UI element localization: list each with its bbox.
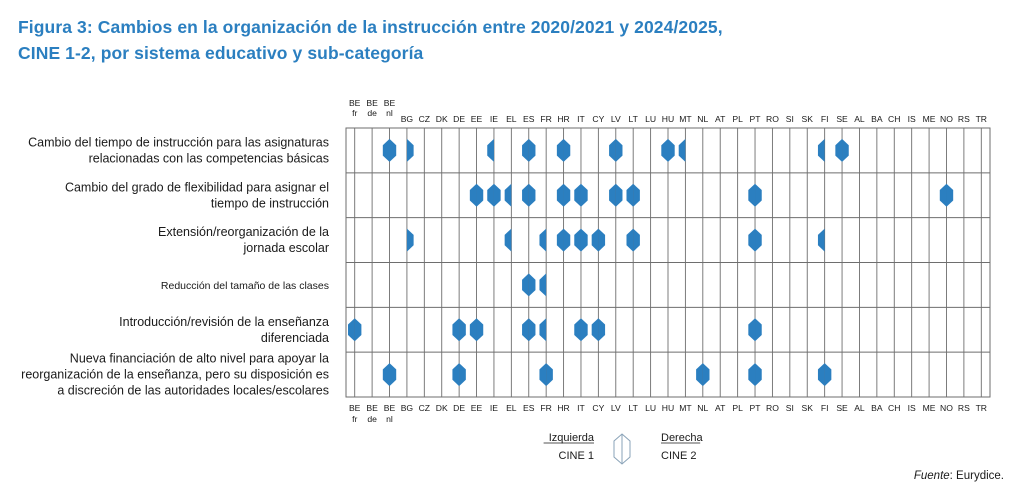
mark-cine1 [487, 184, 494, 207]
mark-cine2 [755, 229, 762, 252]
legend-left-title: Izquierda [548, 432, 594, 444]
mark-cine1 [452, 318, 459, 341]
column-label-bottom: LV [610, 403, 621, 413]
mark-cine2 [477, 318, 484, 341]
mark-cine2 [546, 363, 553, 386]
mark-cine2 [616, 139, 623, 162]
mark-cine1 [452, 363, 459, 386]
legend-left-label: CINE 1 [558, 450, 594, 462]
column-label-bottom: FR [540, 403, 552, 413]
mark-cine2 [529, 184, 536, 207]
mark-cine1 [748, 318, 755, 341]
column-label-bottom: de [367, 414, 377, 424]
column-label-bottom: SK [801, 403, 813, 413]
column-label-top: LT [628, 114, 638, 124]
column-label-bottom: MT [679, 403, 692, 413]
column-label-bottom: BA [871, 403, 883, 413]
row-label: diferenciada [260, 330, 329, 345]
row-label: Nueva financiación de alto nivel para apoyar la [69, 351, 329, 366]
column-label-top: CY [592, 114, 605, 124]
mark-cine2 [755, 318, 762, 341]
mark-cine1 [574, 318, 581, 341]
column-label-top: PT [749, 114, 761, 124]
column-label-top: BA [871, 114, 883, 124]
mark-cine2 [459, 318, 466, 341]
column-label-bottom: ES [523, 403, 535, 413]
mark-cine2 [825, 363, 832, 386]
mark-cine2 [407, 139, 414, 162]
row-label: jornada escolar [243, 241, 329, 256]
mark-cine1 [940, 184, 947, 207]
column-label-top: CH [888, 114, 901, 124]
mark-cine2 [529, 139, 536, 162]
legend-right-label: CINE 2 [661, 450, 697, 462]
mark-cine2 [459, 363, 466, 386]
column-label-bottom: DE [453, 403, 466, 413]
mark-cine2 [564, 184, 571, 207]
column-label-bottom: LT [628, 403, 638, 413]
mark-cine2 [755, 184, 762, 207]
column-label-bottom: HR [557, 403, 570, 413]
column-label-top: DE [453, 114, 466, 124]
source-note [914, 470, 1004, 482]
mark-cine2 [598, 318, 605, 341]
column-label-top: BG [400, 114, 414, 124]
mark-cine2 [564, 139, 571, 162]
column-label-top: BE [366, 98, 378, 108]
mark-cine2 [407, 229, 414, 252]
mark-cine2 [529, 273, 536, 296]
row-label: Introducción/revisión de la enseñanza [119, 314, 329, 329]
mark-cine1 [505, 184, 512, 207]
mark-cine2 [581, 318, 588, 341]
column-label-bottom: PL [732, 403, 743, 413]
column-label-top: ES [523, 114, 535, 124]
column-label-bottom: BG [400, 403, 414, 413]
column-label-bottom: PT [749, 403, 761, 413]
mark-cine1 [522, 139, 529, 162]
column-label-top: fr [352, 108, 358, 118]
mark-cine2 [633, 229, 640, 252]
column-label-bottom: TR [975, 403, 988, 413]
mark-cine2 [564, 229, 571, 252]
mark-cine1 [383, 363, 390, 386]
column-label-top: NL [697, 114, 709, 124]
legend-right-title: Derecha [661, 432, 703, 444]
mark-cine1 [748, 363, 755, 386]
column-label-bottom: RS [957, 403, 970, 413]
column-label-top: HU [661, 114, 675, 124]
column-label-top: CZ [418, 114, 431, 124]
column-label-top: MT [679, 114, 692, 124]
row-label: Cambio del grado de flexibilidad para asignar el [64, 180, 329, 195]
mark-cine1 [557, 229, 564, 252]
row-label: a discreción de las autoridades locales/escolares [57, 383, 329, 398]
column-label-bottom: AL [854, 403, 865, 413]
column-label-bottom: CZ [418, 403, 431, 413]
column-label-bottom: IS [907, 403, 916, 413]
column-label-bottom: IE [489, 403, 499, 413]
column-label-top: LV [610, 114, 621, 124]
column-label-bottom: nl [386, 414, 393, 424]
column-label-top: IE [489, 114, 499, 124]
mark-cine2 [581, 184, 588, 207]
mark-cine1 [522, 273, 529, 296]
mark-cine1 [609, 184, 616, 207]
column-label-bottom: NL [697, 403, 709, 413]
row-label: reorganización de la enseñanza, pero su disposición es [21, 367, 329, 382]
column-label-bottom: NO [940, 403, 953, 413]
grid [346, 128, 990, 397]
mark-cine1 [748, 229, 755, 252]
column-label-top: AL [854, 114, 865, 124]
mark-cine2 [755, 363, 762, 386]
mark-cine1 [522, 318, 529, 341]
mark-cine1 [470, 184, 477, 207]
column-label-bottom: SI [785, 403, 794, 413]
row-label: relacionadas con las competencias básicas [88, 151, 329, 166]
mark-cine1 [835, 139, 842, 162]
mark-cine1 [574, 184, 581, 207]
mark-cine1 [748, 184, 755, 207]
column-label-top: TR [975, 114, 988, 124]
column-label-bottom: BE [366, 403, 378, 413]
column-label-top: SE [836, 114, 848, 124]
mark-cine2 [703, 363, 710, 386]
column-label-top: IT [577, 114, 585, 124]
column-label-top: PL [732, 114, 743, 124]
column-label-bottom: EL [506, 403, 517, 413]
column-label-bottom: RO [765, 403, 779, 413]
mark-cine1 [348, 318, 355, 341]
mark-cine1 [818, 363, 825, 386]
column-label-top: RO [765, 114, 779, 124]
mark-cine2 [581, 229, 588, 252]
mark-cine1 [661, 139, 668, 162]
mark-cine2 [946, 184, 953, 207]
mark-cine1 [696, 363, 703, 386]
column-label-top: LU [645, 114, 657, 124]
column-label-top: nl [386, 108, 393, 118]
mark-cine1 [679, 139, 686, 162]
column-label-top: FR [540, 114, 552, 124]
chart-title-line-1: Figura 3: Cambios en la organización de la instrucción entre 2020/2021 y 2024/2025, [18, 17, 723, 37]
column-label-bottom: ME [922, 403, 936, 413]
column-label-bottom: SE [836, 403, 848, 413]
mark-cine2 [390, 363, 397, 386]
column-label-top: FI [820, 114, 829, 124]
mark-cine1 [539, 363, 546, 386]
column-label-top: SI [785, 114, 794, 124]
mark-cine2 [494, 184, 501, 207]
column-label-bottom: IT [577, 403, 585, 413]
column-label-top: ME [922, 114, 936, 124]
mark-cine1 [609, 139, 616, 162]
mark-cine2 [842, 139, 849, 162]
chart-title-line-2: CINE 1-2, por sistema educativo y sub-categoría [18, 43, 424, 63]
column-label-top: SK [801, 114, 813, 124]
mark-cine1 [487, 139, 494, 162]
mark-cine1 [626, 229, 633, 252]
column-label-bottom: BE [383, 403, 396, 413]
mark-cine2 [616, 184, 623, 207]
column-label-bottom: CY [592, 403, 605, 413]
mark-cine1 [592, 318, 599, 341]
row-label: Reducción del tamaño de las clases [160, 279, 329, 292]
column-label-top: EE [470, 114, 483, 124]
mark-cine1 [557, 184, 564, 207]
source-text: : Eurydice. [949, 470, 1004, 482]
column-label-bottom: CH [888, 403, 901, 413]
mark-cine1 [505, 229, 512, 252]
column-label-bottom: FI [820, 403, 829, 413]
column-label-bottom: EE [470, 403, 483, 413]
column-label-bottom: HU [661, 403, 675, 413]
mark-cine2 [529, 318, 536, 341]
row-label: Extensión/reorganización de la [158, 225, 329, 240]
mark-cine1 [818, 229, 825, 252]
column-label-top: DK [435, 114, 448, 124]
column-label-top: BE [383, 98, 396, 108]
column-label-top: IS [907, 114, 916, 124]
mark-cine1 [592, 229, 599, 252]
column-label-bottom: AT [715, 403, 726, 413]
legend [544, 432, 704, 464]
column-label-top: RS [957, 114, 970, 124]
column-label-top: de [367, 108, 377, 118]
mark-cine2 [598, 229, 605, 252]
column-label-bottom: BE [348, 403, 361, 413]
column-label-bottom: LU [645, 403, 657, 413]
mark-cine1 [522, 184, 529, 207]
column-label-top: NO [940, 114, 953, 124]
mark-cine1 [574, 229, 581, 252]
mark-cine1 [470, 318, 477, 341]
column-label-top: HR [557, 114, 570, 124]
row-label: Cambio del tiempo de instrucción para las asignaturas [28, 135, 329, 150]
mark-cine2 [633, 184, 640, 207]
mark-cine2 [477, 184, 484, 207]
source-label: Fuente [913, 470, 950, 482]
mark-cine1 [539, 273, 546, 296]
column-label-top: BE [348, 98, 361, 108]
mark-cine2 [390, 139, 397, 162]
mark-cine1 [539, 229, 546, 252]
column-label-top: AT [715, 114, 726, 124]
mark-cine1 [557, 139, 564, 162]
column-label-bottom: fr [352, 414, 358, 424]
row-label: tiempo de instrucción [210, 196, 329, 211]
column-label-top: EL [506, 114, 517, 124]
column-label-bottom: DK [435, 403, 448, 413]
mark-cine2 [355, 318, 362, 341]
mark-cine1 [539, 318, 546, 341]
mark-cine2 [668, 139, 675, 162]
mark-cine1 [818, 139, 825, 162]
mark-cine1 [626, 184, 633, 207]
mark-cine1 [383, 139, 390, 162]
